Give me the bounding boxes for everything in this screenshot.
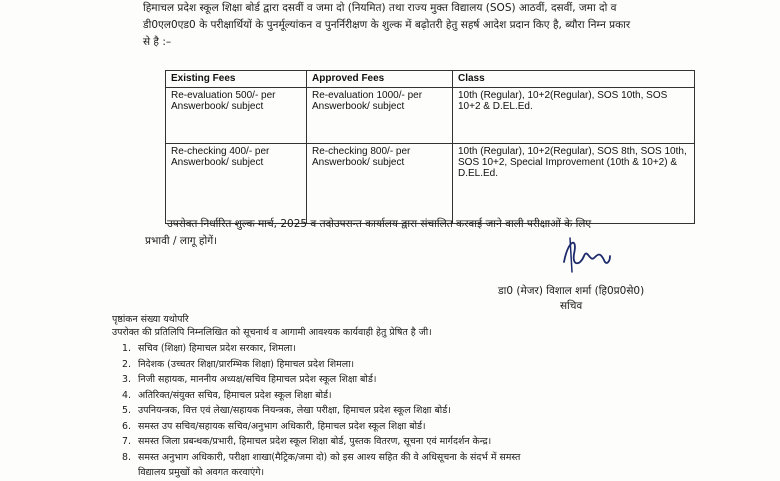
intro-paragraph xyxy=(143,0,691,51)
list-item xyxy=(122,419,762,435)
cell-approved-fee: Re-evaluation 1000/- per Answerbook/ subject xyxy=(307,88,453,144)
signatory-designation: सचिव xyxy=(559,300,583,312)
cell-approved-fee: Re-checking 800/- per Answerbook/ subject xyxy=(307,144,453,224)
list-text: विद्यालय प्रमुखों को अवगत करवाएंगे। xyxy=(138,467,265,478)
list-item xyxy=(122,465,762,481)
list-text: सचिव (शिक्षा) हिमाचल प्रदेश सरकार, शिमला। xyxy=(138,343,296,354)
fee-table xyxy=(165,70,695,224)
list-number: 6. xyxy=(122,420,131,432)
header-existing-fees: Existing Fees xyxy=(166,71,307,88)
endorsement-copy-line: उपरोक्त की प्रतिलिपि निम्नलिखित को सूचनार्थ व आगामी आवश्यक कार्यवाही हेतु प्रेषित है जी। xyxy=(112,327,432,338)
header-class: Class xyxy=(453,71,695,88)
list-text: उपनियन्त्रक, वित्त एवं लेखा/सहायक नियन्त्रक, लेखा परीक्षा, हिमाचल प्रदेश स्कूल शिक्षा बोर्ड। xyxy=(138,405,451,416)
signature xyxy=(560,232,612,277)
table-row xyxy=(166,144,695,224)
list-number: 1. xyxy=(122,343,131,354)
list-number: 8. xyxy=(122,451,131,463)
paragraph-line: प्रभावी / लागू होगें। xyxy=(145,235,218,247)
list-text: निदेशक (उच्चतर शिक्षा/प्रारम्भिक शिक्षा) हिमाचल प्रदेश शिमला। xyxy=(138,358,355,370)
intro-line: से है :– xyxy=(143,36,172,48)
list-text: समस्त उप सचिव/सहायक सचिव/अनुभाग अधिकारी, हिमाचल प्रदेश स्कूल शिक्षा बोर्ड। xyxy=(138,420,426,432)
list-item xyxy=(122,434,762,450)
list-item xyxy=(122,450,762,466)
header-approved-fees: Approved Fees xyxy=(307,71,453,88)
list-item xyxy=(122,388,762,404)
list-text: समस्त जिला प्रबन्धक/प्रभारी, हिमाचल प्रदेश स्कूल शिक्षा बोर्ड, पुस्तक वितरण, सूचना एवं मार्गदर्शन केन्द्र। xyxy=(138,436,492,447)
cell-class: 10th (Regular), 10+2(Regular), SOS 10th, SOS 10+2 & D.EL.Ed. xyxy=(453,88,695,144)
list-item xyxy=(122,357,762,373)
intro-line: डी0एल0एड0 के परीक्षार्थियों के पुनर्मूल्यांकन व पुनर्निरीक्षण के शुल्क में बढ़ोतरी हेतु सहर्ष आदेश प्रदान किए है, ब्यौरा निम्न प्रकार xyxy=(143,19,631,31)
list-item xyxy=(122,403,762,419)
cell-existing-fee: Re-checking 400/- per Answerbook/ subject xyxy=(166,144,307,224)
cell-existing-fee: Re-evaluation 500/- per Answerbook/ subject xyxy=(166,88,307,144)
list-text: समस्त अनुभाग अधिकारी, परीक्षा शाखा(मैट्रिक/जमा दो) को इस आश्य सहित की वे अधिसूचना के संदर्भ में समस्त xyxy=(138,451,521,463)
list-text: अतिरिक्त/संयुक्त सचिव, हिमाचल प्रदेश स्कूल शिक्षा बोर्ड। xyxy=(138,389,332,401)
fee-table-header-row xyxy=(166,71,695,88)
effective-date-paragraph xyxy=(145,216,705,250)
table-row xyxy=(166,88,695,144)
list-number: 2. xyxy=(122,358,131,370)
list-item xyxy=(122,372,762,388)
cell-class: 10th (Regular), 10+2(Regular), SOS 8th, SOS 10th, SOS 10+2, Special Improvement (10th & 10+2) & D.EL.Ed. xyxy=(453,144,695,224)
endorsement-block xyxy=(112,313,752,339)
list-item xyxy=(122,341,762,357)
intro-line: हिमाचल प्रदेश स्कूल शिक्षा बोर्ड द्वारा दसवीं व जमा दो (नियमित) तथा राज्य मुक्त विद्यालय (SOS) आठवीं, दसवीं, जमा दो व xyxy=(143,2,617,14)
list-number: 4. xyxy=(122,389,131,401)
signatory-block xyxy=(498,284,644,314)
list-number: 5. xyxy=(122,405,131,416)
list-number: 7. xyxy=(122,436,131,447)
list-text: निजी सहायक, माननीय अध्यक्ष/सचिव हिमाचल प्रदेश स्कूल शिक्षा बोर्ड। xyxy=(138,374,377,385)
endorsement-number: पृष्ठांकन संख्या यथोपरि xyxy=(112,314,189,325)
list-number: 3. xyxy=(122,374,131,385)
recipient-list xyxy=(122,341,762,481)
paragraph-line: उपरोक्त निर्धारित शुल्क मार्च, 2025 व तदोउपरान्त कार्यालय द्वारा संचालित करवाई जाने वाली परीक्षाओं के लिए xyxy=(167,218,592,230)
signatory-name: डा0 (मेजर) विशाल शर्मा (हि0प्र0से0) xyxy=(498,285,645,297)
